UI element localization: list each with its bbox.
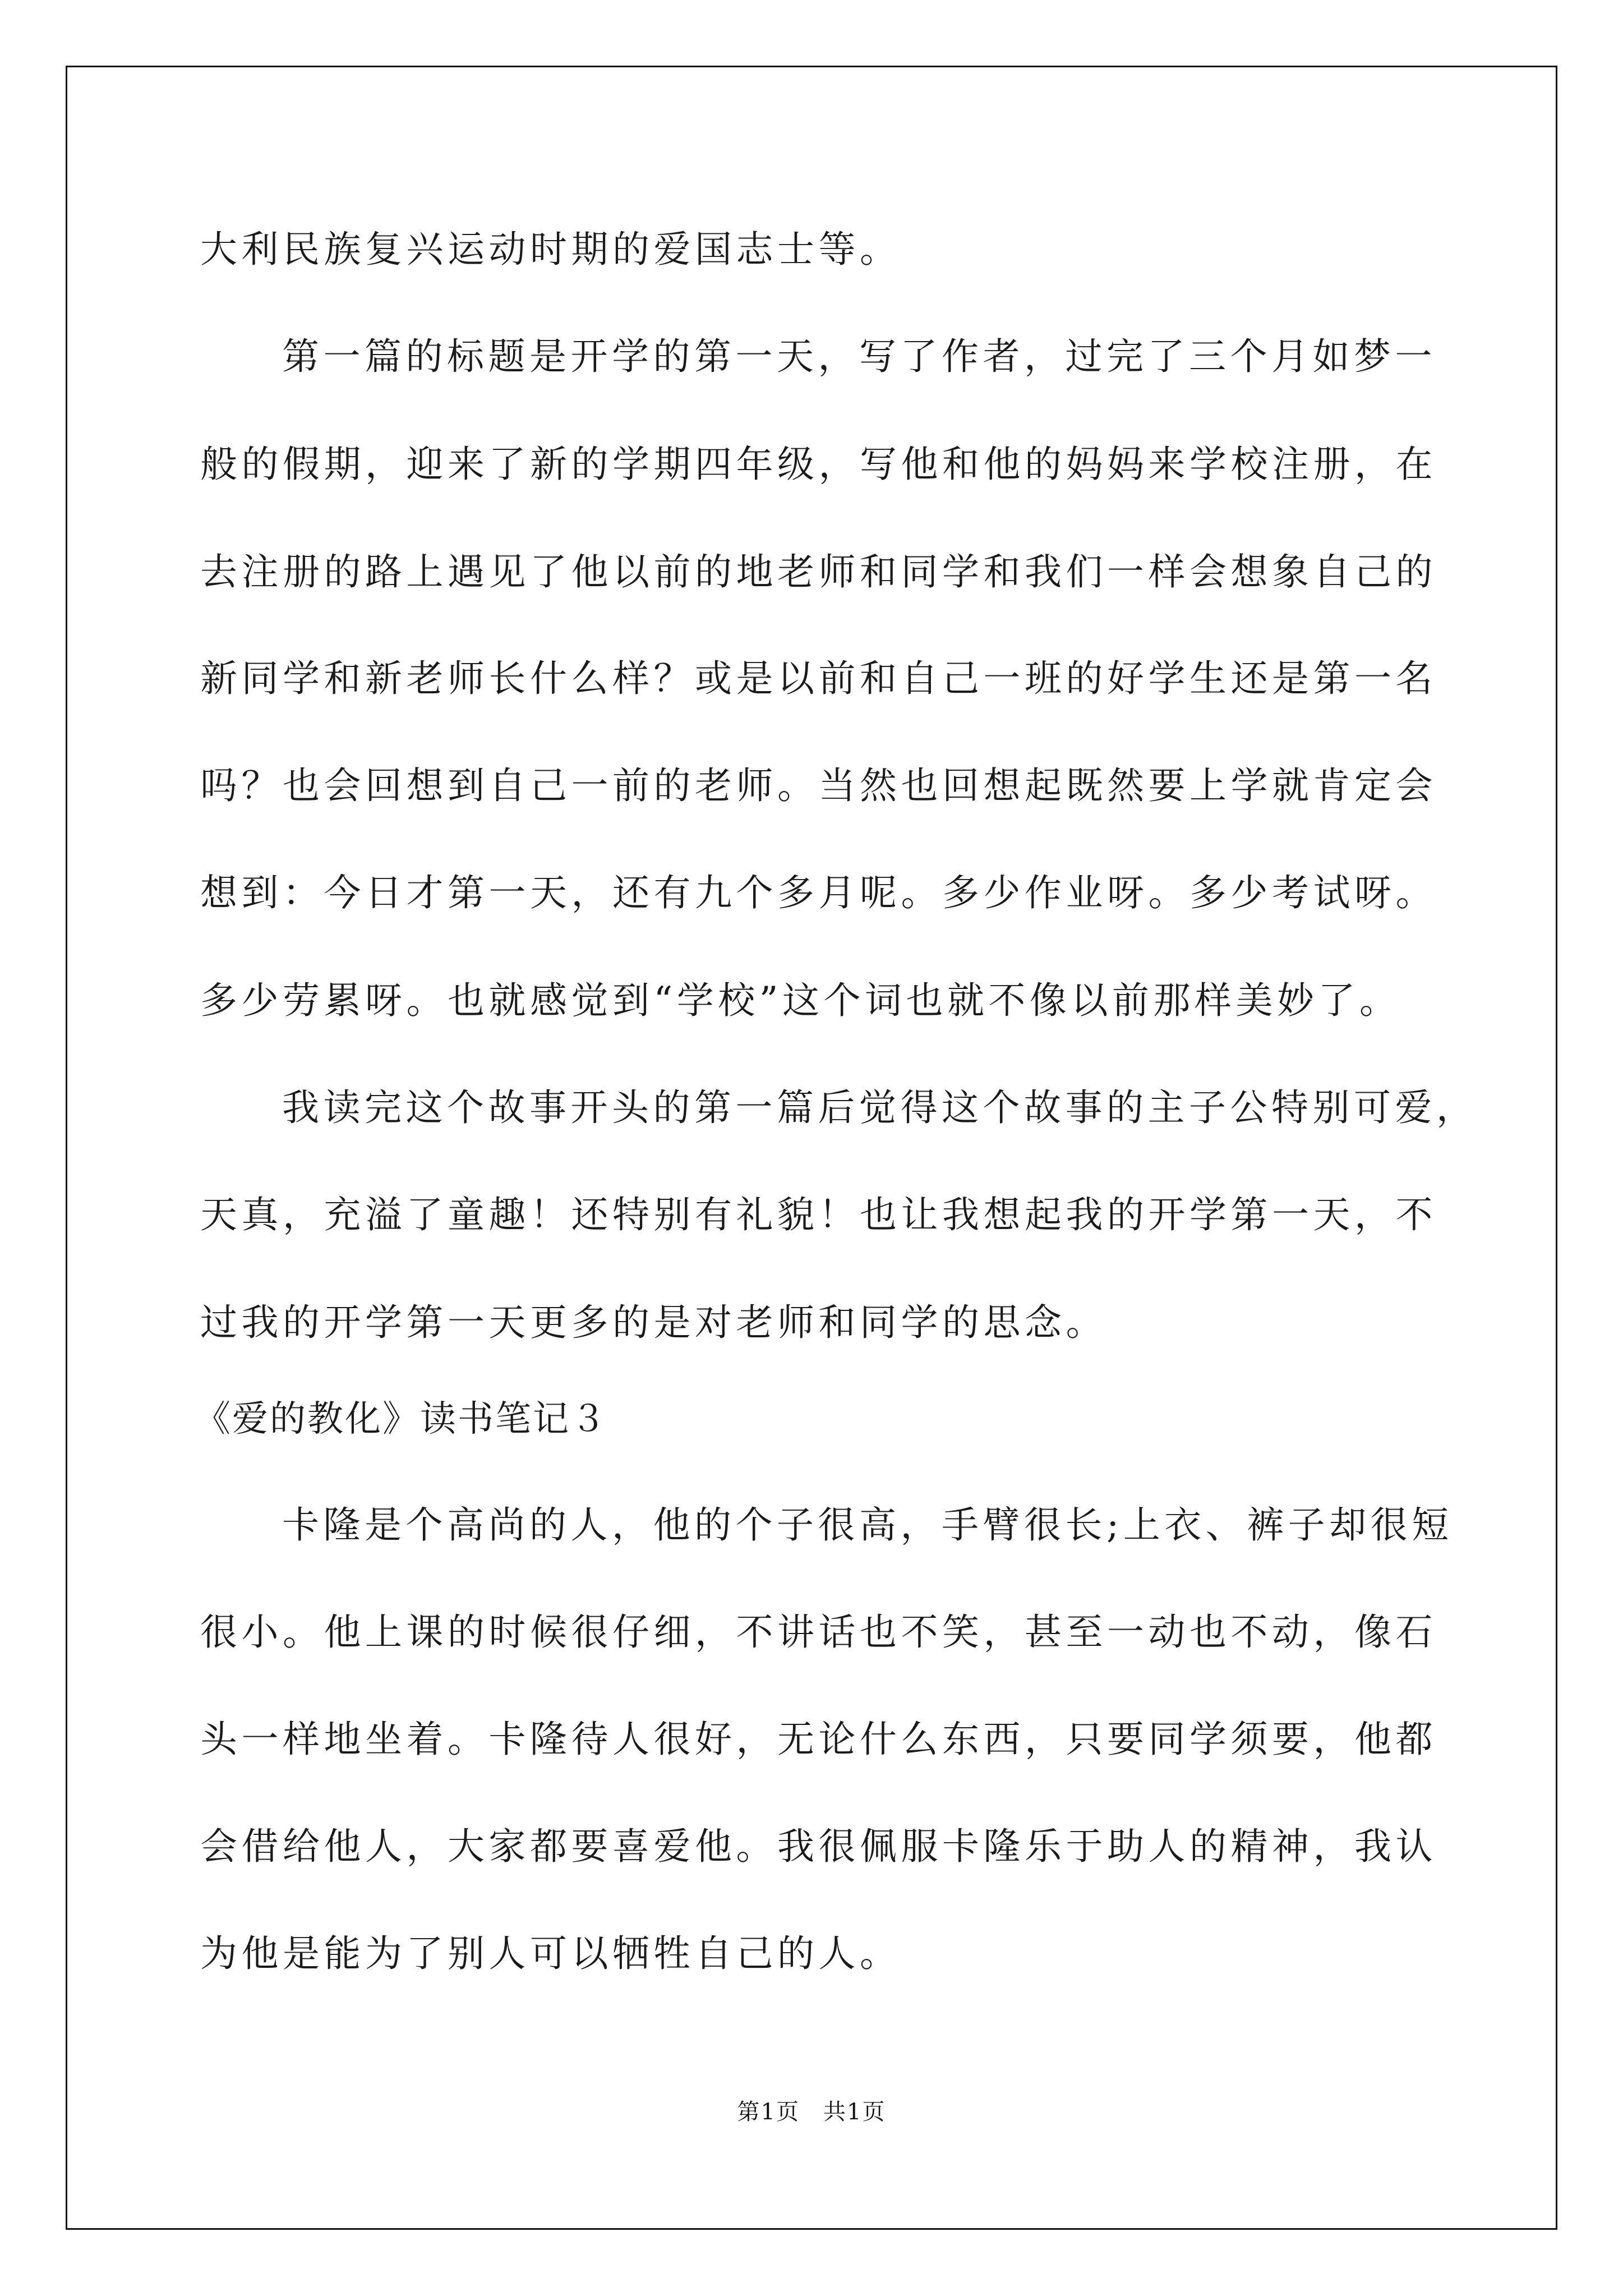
- paragraph-line: 卡隆是个高尚的人，他的个子很高，手臂很长;上衣、裤子却很短: [282, 1503, 1453, 1547]
- paragraph-line: 过我的开学第一天更多的是对老师和同学的思念。: [200, 1301, 1107, 1344]
- paragraph-line: 新同学和新老师长什么样？或是以前和自己一班的好学生还是第一名: [200, 657, 1437, 700]
- page-count: 共1页: [823, 2099, 886, 2125]
- page-number: 第1页: [737, 2099, 800, 2125]
- page-border: [66, 66, 1557, 2230]
- paragraph-line: 想到：今日才第一天，还有九个多月呢。多少作业呀。多少考试呀。: [200, 871, 1437, 914]
- paragraph-line: 第一篇的标题是开学的第一天，写了作者，过完了三个月如梦一: [282, 335, 1436, 378]
- paragraph-line: 般的假期，迎来了新的学期四年级，写他和他的妈妈来学校注册，在: [200, 443, 1437, 486]
- section-heading: 《爱的教化》读书笔记３: [195, 1398, 608, 1440]
- paragraph-line: 多少劳累呀。也就感觉到“学校”这个词也就不像以前那样美妙了。: [200, 979, 1401, 1022]
- paragraph-line: 为他是能为了别人可以牺牲自己的人。: [200, 1932, 901, 1975]
- paragraph-line: 吗？也会回想到自己一前的老师。当然也回想起既然要上学就肯定会: [200, 764, 1437, 807]
- paragraph-line: 大利民族复兴运动时期的爱国志士等。: [200, 228, 901, 271]
- paragraph-line: 头一样地坐着。卡隆待人很好，无论什么东西，只要同学须要，他都: [200, 1718, 1437, 1761]
- paragraph-line: 我读完这个故事开头的第一篇后觉得这个故事的主子公特别可爱，: [282, 1086, 1478, 1129]
- paragraph-line: 会借给他人，大家都要喜爱他。我很佩服卡隆乐于助人的精神，我认: [200, 1825, 1437, 1868]
- paragraph-line: 很小。他上课的时候很仔细，不讲话也不笑，甚至一动也不动，像石: [200, 1611, 1437, 1654]
- page-footer: [0, 2101, 1623, 2123]
- paragraph-line: 天真，充溢了童趣！还特别有礼貌！也让我想起我的开学第一天，不: [200, 1193, 1437, 1236]
- paragraph-line: 去注册的路上遇见了他以前的地老师和同学和我们一样会想象自己的: [200, 550, 1437, 593]
